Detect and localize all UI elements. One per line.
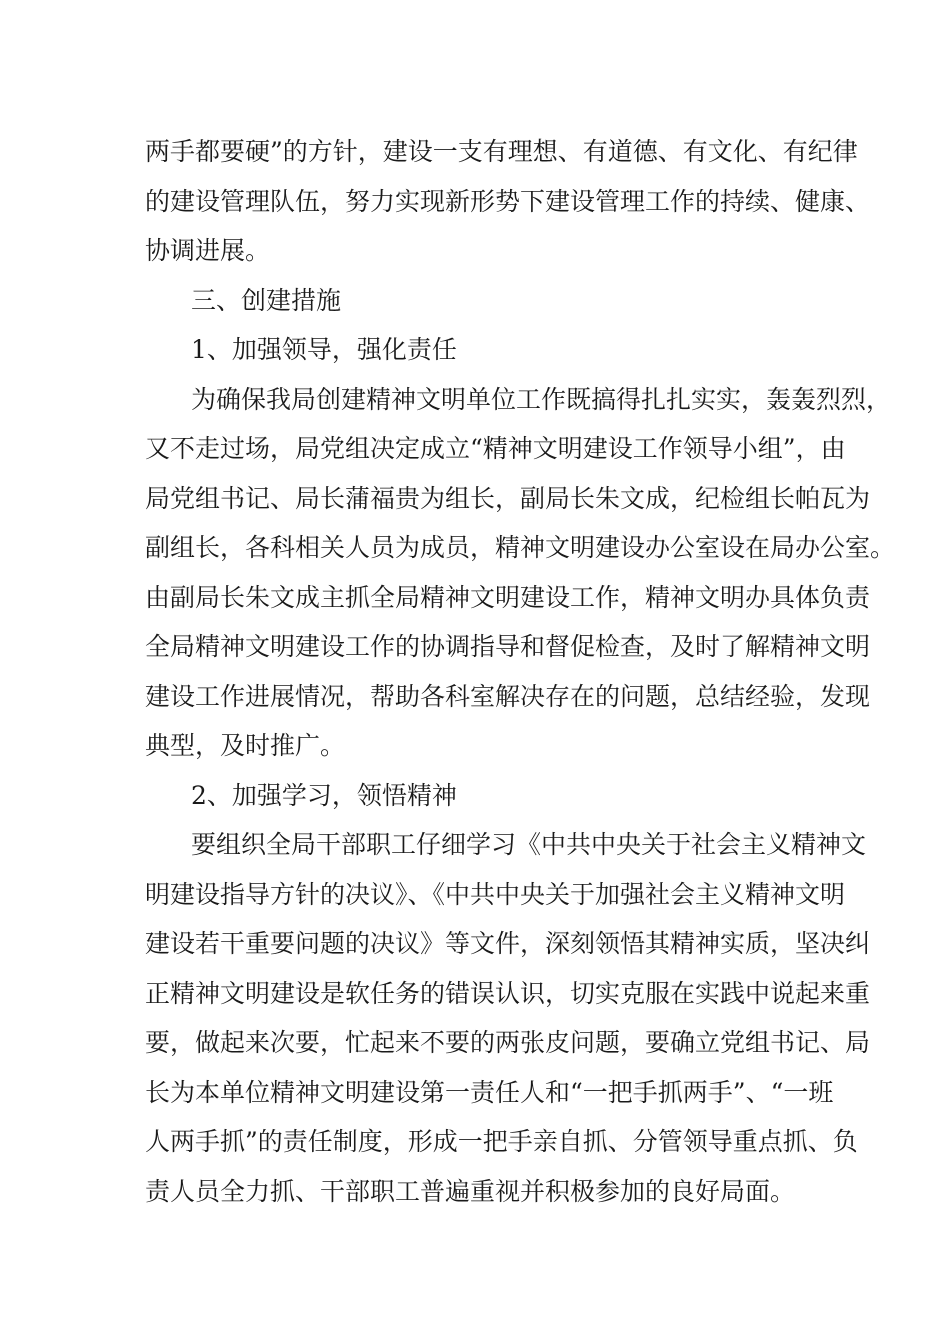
text-line: 要组织全局干部职工仔细学习《中共中央关于社会主义精神文 — [191, 830, 867, 859]
text-line: 又不走过场，局党组决定成立“精神文明建设工作领导小组”，由 — [145, 434, 846, 463]
text-line: 正精神文明建设是软任务的错误认识，切实克服在实践中说起来重 — [145, 978, 871, 1008]
text-line: 2、加强学习，领悟精神 — [191, 780, 457, 810]
text-line: 为确保我局创建精神文明单位工作既搞得扎扎实实，轰轰烈烈， — [191, 384, 892, 414]
text-line: 责人员全力抓、干部职工普遍重视并积极参加的良好局面。 — [145, 1176, 796, 1206]
text-line: 三、创建措施 — [191, 285, 342, 315]
text-line: 要，做起来次要，忙起来不要的两张皮问题，要确立党组书记、局 — [145, 1028, 871, 1057]
text-line: 局党组书记、局长蒲福贵为组长，副局长朱文成，纪检组长帕瓦为 — [145, 483, 871, 513]
text-line: 由副局长朱文成主抓全局精神文明建设工作，精神文明办具体负责 — [145, 582, 871, 612]
text-line: 的建设管理队伍，努力实现新形势下建设管理工作的持续、健康、 — [145, 186, 871, 216]
text-line: 建设若干重要问题的决议》等文件，深刻领悟其精神实质，坚决纠 — [145, 929, 871, 958]
text-line: 两手都要硬”的方针，建设一支有理想、有道德、有文化、有纪律 — [145, 137, 858, 166]
text-line: 长为本单位精神文明建设第一责任人和“一把手抓两手”、“一班 — [145, 1077, 834, 1107]
text-line: 典型，及时推广。 — [145, 731, 346, 760]
text-line: 建设工作进展情况，帮助各科室解决存在的问题，总结经验，发现 — [145, 681, 871, 711]
text-line: 明建设指导方针的决议》、《中共中央关于加强社会主义精神文明 — [145, 879, 846, 909]
text-line: 人两手抓”的责任制度，形成一把手亲自抓、分管领导重点抓、负 — [145, 1127, 858, 1156]
document-body — [145, 127, 896, 1216]
text-line: 1、加强领导，强化责任 — [191, 335, 457, 364]
text-line: 协调进展。 — [145, 236, 271, 265]
text-line: 副组长，各科相关人员为成员，精神文明建设办公室设在局办公室。 — [145, 533, 896, 562]
text-line: 全局精神文明建设工作的协调指导和督促检查，及时了解精神文明 — [145, 632, 871, 661]
